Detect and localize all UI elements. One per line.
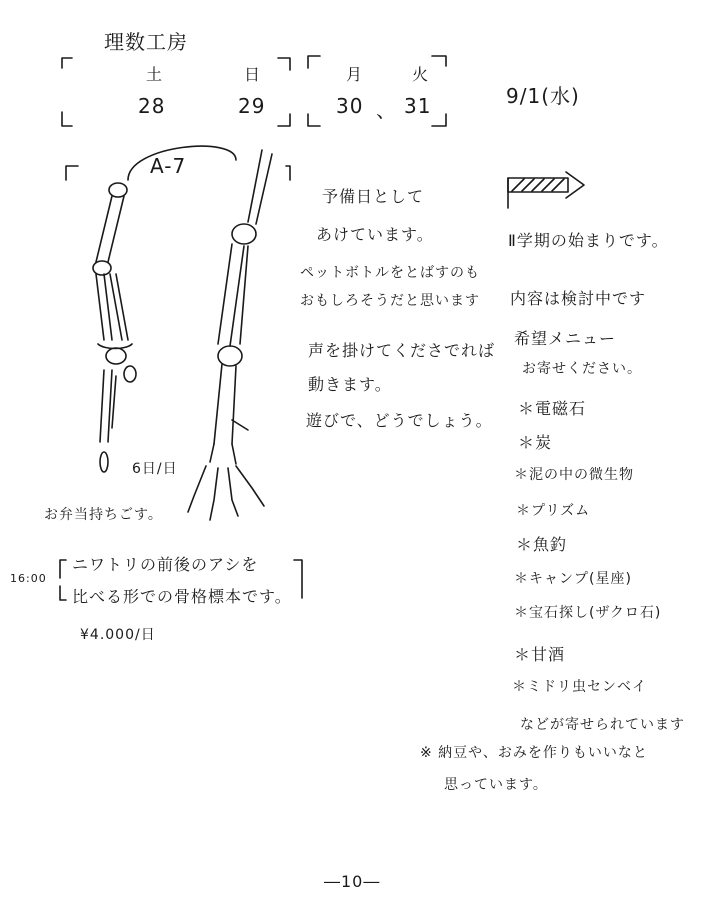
middle-text-line: ペットボトルをとばすのも (300, 265, 480, 281)
middle-text-line: 遊びで、どうでしょう。 (306, 411, 493, 430)
page-number: ―10― (324, 872, 381, 891)
lunch-note: お弁当持ちごす。 (44, 507, 163, 523)
arrow-icon (508, 172, 584, 208)
middle-text-line: おもしろそうだと思います (300, 293, 480, 309)
schedule-date: 31 (404, 94, 432, 118)
middle-text-line: あけています。 (316, 225, 434, 244)
page-title: 理数工房 (104, 30, 188, 54)
closing-text: などが寄せられています (520, 717, 685, 733)
caption-line: 比べる形での骨格標本です。 (72, 587, 292, 606)
menu-item: ＊宝石探し(ザクロ石) (514, 605, 662, 621)
schedule-date: 29 (238, 94, 266, 118)
middle-text-line: 動きます。 (308, 375, 392, 394)
schedule-day: 土 (146, 65, 164, 84)
price: ¥4.000/日 (80, 627, 156, 643)
menu-request: お寄せください。 (522, 361, 642, 377)
leg-skeleton-drawing (188, 150, 272, 520)
bones-date: 6日/日 (132, 461, 178, 477)
schedule-date-separator: 、 (376, 98, 397, 122)
note-line: 思っています。 (444, 777, 548, 793)
specimen-label: A-7 (150, 154, 187, 178)
menu-item: ＊プリズム (516, 503, 591, 519)
corner-mark-left (66, 166, 78, 180)
event-time: 16:00 (10, 572, 47, 585)
schedule-day: 月 (346, 65, 364, 84)
corner-mark-right (286, 166, 290, 180)
menu-item: ＊ミドリ虫センベイ (512, 679, 647, 695)
menu-item: ＊泥の中の微生物 (514, 467, 634, 483)
content-note: 内容は検討中です (510, 289, 647, 308)
schedule-day: 日 (244, 65, 262, 84)
schedule-day: 火 (412, 65, 430, 84)
menu-title: 希望メニュー (514, 329, 617, 348)
menu-item: ＊甘酒 (514, 645, 566, 664)
middle-text-line: 予備日として (322, 187, 425, 206)
menu-item: ＊キャンプ(星座) (514, 571, 632, 587)
schedule-date: 30 (336, 94, 364, 118)
start-date: 9/1(水) (506, 84, 580, 108)
term-start: Ⅱ学期の始まりです。 (508, 231, 669, 250)
wing-skeleton-drawing (93, 183, 136, 472)
middle-text-line: 声を掛けてくださでれば (308, 341, 496, 360)
schedule-date: 28 (138, 94, 166, 118)
menu-item: ＊炭 (518, 433, 553, 452)
note-line: ※ 納豆や、おみを作りもいいなと (420, 745, 648, 761)
menu-item: ＊電磁石 (518, 399, 587, 418)
menu-item: ＊魚釣 (516, 535, 568, 554)
caption-line: ニワトリの前後のアシを (72, 555, 259, 574)
